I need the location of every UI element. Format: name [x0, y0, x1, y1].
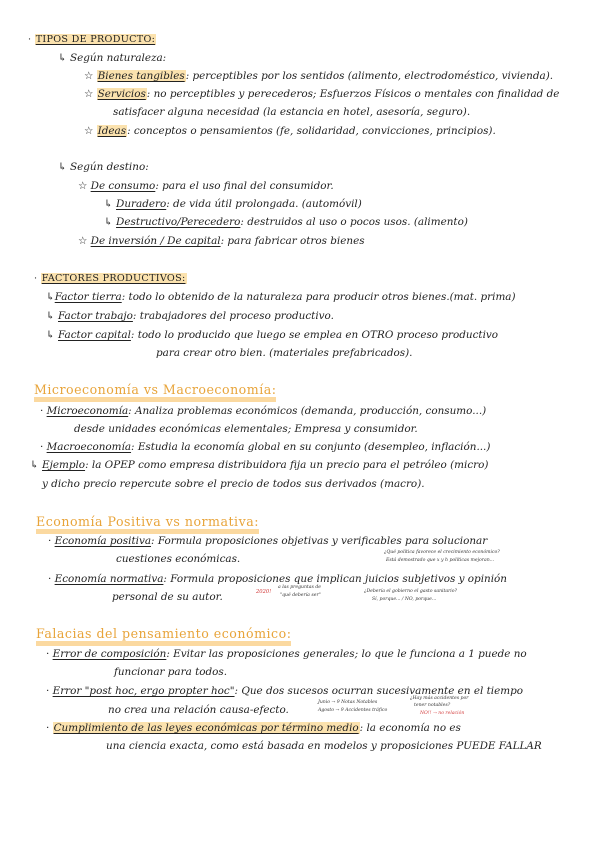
section-factores: · FACTORES PRODUCTIVOS:	[34, 273, 186, 284]
post-hoc-term: Error "post hoc, ergo propter hoc"	[52, 685, 235, 697]
segun-naturaleza-line	[58, 53, 166, 63]
micro-term: Microeconomía	[46, 405, 129, 417]
normativa-note-2: "qué debería ser"	[280, 593, 321, 598]
servicios-def-2: satisfacer alguna necesidad (la estancia en hotel, asesoría, seguro).	[113, 106, 471, 118]
composicion-def-1: : Evitar las proposiciones generales; lo que le funciona a 1 puede no	[166, 648, 527, 660]
hook-arrow-icon: ↳	[104, 216, 117, 228]
normativa-line: · Economía normativa: Formula proposiciones que implican juicios subjetivos y opinión	[48, 573, 507, 585]
factor-trabajo-line	[46, 311, 334, 321]
ideas-line	[84, 126, 496, 136]
macro-term: Macroeconomía	[46, 441, 132, 453]
ejemplo-line	[30, 460, 488, 470]
macro-def: : Estudia la economía global en su conjunto (desempleo, inflación...)	[131, 441, 491, 453]
post-hoc-note-4: tener notables?	[414, 703, 451, 708]
micro-def-1: : Analiza problemas económicos (demanda, producción, consumo...)	[128, 405, 487, 417]
positiva-term: Economía positiva	[54, 535, 152, 547]
consumo-term: De consumo	[90, 180, 156, 192]
normativa-year: 2020!	[256, 589, 272, 595]
post-hoc-note-2: Agosto → 9 Accidentes tráfico	[318, 708, 388, 713]
cumplimiento-term: Cumplimiento de las leyes económicas por término medio	[53, 722, 359, 734]
factor-tierra-line	[46, 292, 516, 302]
inversion-line	[78, 236, 365, 246]
hook-arrow-icon: ↳	[46, 329, 59, 341]
star-icon: ☆	[84, 70, 97, 82]
micro-line: · Microeconomía: Analiza problemas económicos (demanda, producción, consumo...)	[40, 405, 487, 417]
post-hoc-line: · Error "post hoc, ergo propter hoc": Que dos sucesos ocurran sucesivamente en el tiempo	[46, 685, 524, 697]
cumplimiento-def-2: una ciencia exacta, como está basada en modelos y proposiciones PUEDE FALLAR	[106, 740, 542, 752]
bienes-tangibles-def: : perceptibles por los sentidos (alimento, electrodoméstico, vivienda).	[185, 70, 554, 82]
normativa-term: Economía normativa	[54, 573, 164, 585]
composicion-term: Error de composición	[52, 648, 167, 660]
hook-arrow-icon: ↳	[58, 161, 71, 173]
positiva-note-2: Está demostrado que x y h políticas mejoran...	[386, 558, 495, 563]
servicios-def-1: : no perceptibles y perecederos; Esfuerzos Físicos o mentales con finalidad de	[146, 88, 560, 100]
section-falacias	[36, 628, 291, 641]
factor-capital-line	[46, 330, 498, 340]
segun-destino-heading: Según destino:	[70, 161, 149, 173]
composicion-line: · Error de composición: Evitar las proposiciones generales; lo que le funciona a 1 puede no	[46, 648, 527, 660]
positiva-normativa-title: Economía Positiva vs normativa:	[36, 514, 259, 534]
falacias-title: Falacias del pensamiento económico:	[36, 626, 291, 646]
ideas-def: : conceptos o pensamientos (fe, solidaridad, convicciones, principios).	[127, 125, 496, 137]
normativa-def-1: : Formula proposiciones que implican juicios subjetivos y opinión	[163, 573, 507, 585]
section-micro-macro	[34, 384, 276, 397]
cumplimiento-def-1: : la economía no es	[359, 722, 461, 734]
consumo-def: : para el uso final del consumidor.	[155, 180, 334, 192]
post-hoc-def-2: no crea una relación causa-efecto.	[108, 704, 289, 716]
consumo-line	[78, 181, 334, 191]
ejemplo-term: Ejemplo	[42, 459, 86, 471]
factor-tierra-term: Factor tierra	[54, 291, 122, 303]
hook-arrow-icon: ↳	[46, 310, 59, 322]
duradero-line	[104, 199, 362, 209]
factor-trabajo-def: : trabajadores del proceso productivo.	[132, 310, 334, 322]
micro-macro-title: Microeconomía vs Macroeconomía:	[34, 382, 276, 402]
star-icon: ☆	[78, 235, 91, 247]
factor-capital-def-1: : todo lo producido que luego se emplea en OTRO proceso productivo	[130, 329, 499, 341]
segun-destino-line	[58, 162, 149, 172]
section-tipos-producto: · TIPOS DE PRODUCTO:	[28, 34, 156, 45]
hook-arrow-icon: ↳	[46, 291, 55, 303]
positiva-def-1: : Formula proposiciones objetivas y verificables para solucionar	[151, 535, 488, 547]
ejemplo-def-2: y dicho precio repercute sobre el precio de todos sus derivados (macro).	[42, 478, 425, 490]
duradero-def: : de vida útil prolongada. (automóvil)	[166, 198, 362, 210]
star-icon: ☆	[84, 125, 97, 137]
factor-tierra-def: : todo lo obtenido de la naturaleza para producir otros bienes.(mat. prima)	[121, 291, 516, 303]
duradero-term: Duradero	[116, 198, 167, 210]
tipos-producto-title: TIPOS DE PRODUCTO:	[35, 34, 156, 45]
bienes-tangibles-term: Bienes tangibles	[97, 70, 185, 82]
servicios-term: Servicios	[97, 88, 146, 100]
post-hoc-note-3: ¿Hay más accidentes por	[410, 696, 469, 701]
hook-arrow-icon: ↳	[58, 52, 71, 64]
destructivo-line	[104, 217, 468, 227]
factor-capital-def-2: para crear otro bien. (materiales prefabricados).	[156, 347, 413, 359]
post-hoc-note-1: Junio → 9 Notas Notables	[318, 700, 378, 705]
cumplimiento-line: · Cumplimiento de las leyes económicas por término medio: la economía no es	[46, 722, 461, 734]
star-icon: ☆	[78, 180, 91, 192]
normativa-note-1: a las preguntas de	[278, 585, 321, 590]
hook-arrow-icon: ↳	[30, 459, 43, 471]
normativa-note-3: ¿Debería el gobierno el gasto sanitario?	[364, 589, 458, 594]
factor-capital-term: Factor capital	[58, 329, 131, 341]
post-hoc-note-5: NO!! → no relación	[420, 711, 465, 716]
post-hoc-def-1: : Que dos sucesos ocurran sucesivamente en el tiempo	[234, 685, 524, 697]
bienes-tangibles-line	[84, 71, 553, 81]
hook-arrow-icon: ↳	[104, 198, 117, 210]
section-positiva-normativa	[36, 516, 259, 529]
positiva-line: · Economía positiva: Formula proposiciones objetivas y verificables para solucionar	[48, 535, 488, 547]
segun-naturaleza-heading: Según naturaleza:	[70, 52, 167, 64]
factor-trabajo-term: Factor trabajo	[58, 310, 133, 322]
composicion-def-2: funcionar para todos.	[114, 666, 228, 678]
micro-def-2: desde unidades económicas elementales; Empresa y consumidor.	[74, 423, 418, 435]
normativa-def-2: personal de su autor.	[112, 591, 223, 603]
positiva-note-1: ¿Qué política favorece el crecimiento económico?	[384, 550, 500, 555]
star-icon: ☆	[84, 88, 97, 100]
macro-line: · Macroeconomía: Estudia la economía global en su conjunto (desempleo, inflación...)	[40, 441, 491, 453]
inversion-def: : para fabricar otros bienes	[220, 235, 365, 247]
ideas-term: Ideas	[97, 125, 127, 137]
servicios-line	[84, 89, 559, 99]
normativa-note-4: Sí, porque... / NO, porque...	[372, 597, 437, 602]
factores-title: FACTORES PRODUCTIVOS:	[41, 273, 186, 284]
positiva-def-2: cuestiones económicas.	[116, 553, 241, 565]
destructivo-def: : destruidos al uso o pocos usos. (alimento)	[240, 216, 468, 228]
inversion-term: De inversión / De capital	[90, 235, 221, 247]
ejemplo-def-1: : la OPEP como empresa distribuidora fija un precio para el petróleo (micro)	[85, 459, 489, 471]
destructivo-term: Destructivo/Perecedero	[116, 216, 241, 228]
